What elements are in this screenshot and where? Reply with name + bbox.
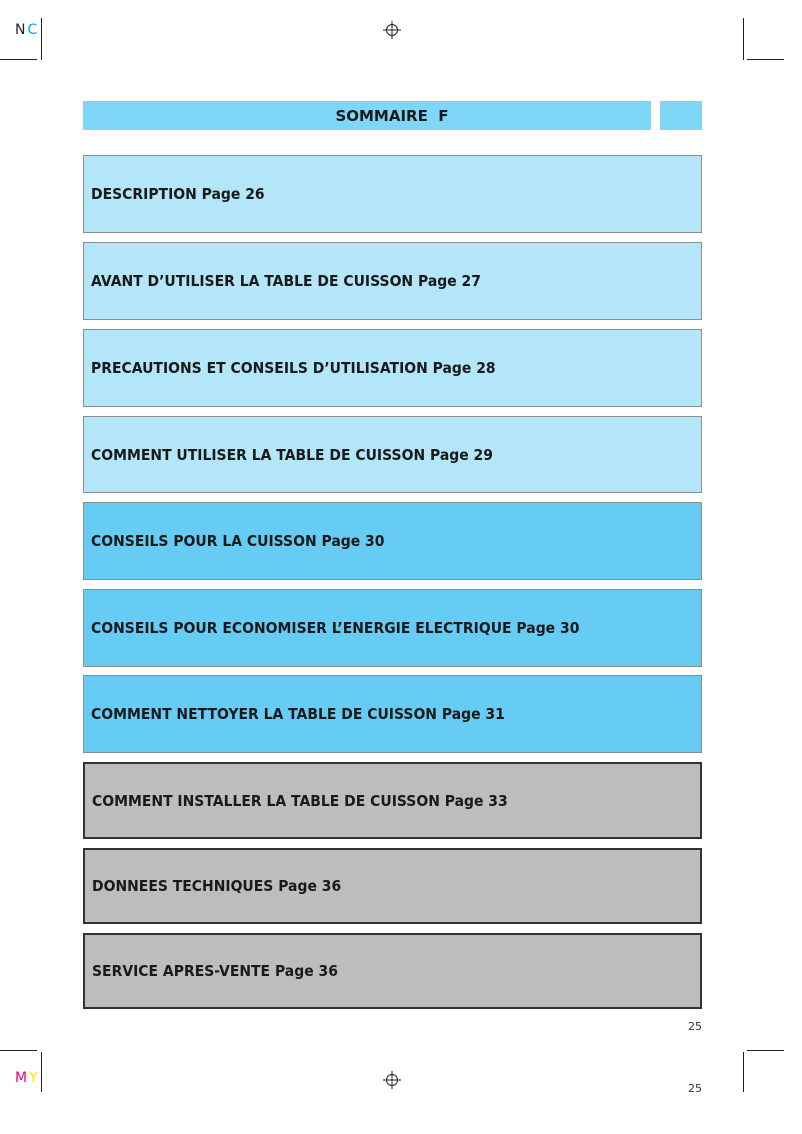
toc-item-precautions[interactable] [83, 329, 702, 407]
reg-letter-m: M [15, 1070, 30, 1086]
toc-item-comment-nettoyer[interactable] [83, 675, 702, 753]
crop-mark-top-right-v [743, 18, 744, 60]
toc-item-conseils-cuisson[interactable] [83, 502, 702, 580]
toc-item-donnees-techniques[interactable] [83, 848, 702, 924]
crop-mark-bottom-left-h [0, 1050, 37, 1051]
registration-letters-bottom [15, 1070, 40, 1086]
slug-page-number: 25 [688, 1082, 702, 1095]
registration-target-icon-bottom [383, 1071, 401, 1089]
reg-letter-y: Y [29, 1070, 40, 1086]
toc-item-label: AVANT D’UTILISER LA TABLE DE CUISSON Page 27 [91, 272, 481, 290]
toc-item-label: COMMENT NETTOYER LA TABLE DE CUISSON Page 31 [91, 705, 505, 723]
toc-item-label: CONSEILS POUR LA CUISSON Page 30 [91, 532, 385, 550]
crop-mark-bottom-left-v [41, 1052, 42, 1092]
crop-mark-bottom-right-h [747, 1050, 784, 1051]
toc-item-label: PRECAUTIONS ET CONSEILS D’UTILISATION Page 28 [91, 359, 496, 377]
toc-item-avant-utiliser[interactable] [83, 242, 702, 320]
crop-mark-bottom-right-v [743, 1052, 744, 1092]
crop-mark-top-right-h [747, 59, 784, 60]
toc-item-label: SERVICE APRES-VENTE Page 36 [92, 962, 338, 980]
toc-item-service-apres-vente[interactable] [83, 933, 702, 1009]
toc-item-conseils-economiser[interactable] [83, 589, 702, 667]
title-bar-tab [660, 101, 702, 130]
toc-item-description[interactable] [83, 155, 702, 233]
registration-target-icon-top [383, 21, 401, 39]
reg-letter-n: N [15, 22, 28, 38]
page-title: SOMMAIRE F [335, 106, 449, 125]
toc-item-label: COMMENT INSTALLER LA TABLE DE CUISSON Page 33 [92, 791, 508, 810]
toc-item-comment-installer[interactable] [83, 762, 702, 839]
reg-letter-c: C [27, 22, 40, 38]
crop-mark-top-left-v [41, 18, 42, 60]
toc-item-comment-utiliser[interactable] [83, 416, 702, 493]
registration-letters-top [15, 22, 39, 38]
page-number: 25 [688, 1020, 702, 1033]
crop-mark-top-left-h [0, 59, 37, 60]
toc-item-label: DESCRIPTION Page 26 [91, 185, 265, 203]
toc-item-label: CONSEILS POUR ECONOMISER L’ENERGIE ELECTRIQUE Page 30 [91, 619, 580, 637]
toc-item-label: COMMENT UTILISER LA TABLE DE CUISSON Page 29 [91, 445, 493, 464]
page-title-bar [83, 101, 651, 130]
toc-item-label: DONNEES TECHNIQUES Page 36 [92, 877, 342, 895]
